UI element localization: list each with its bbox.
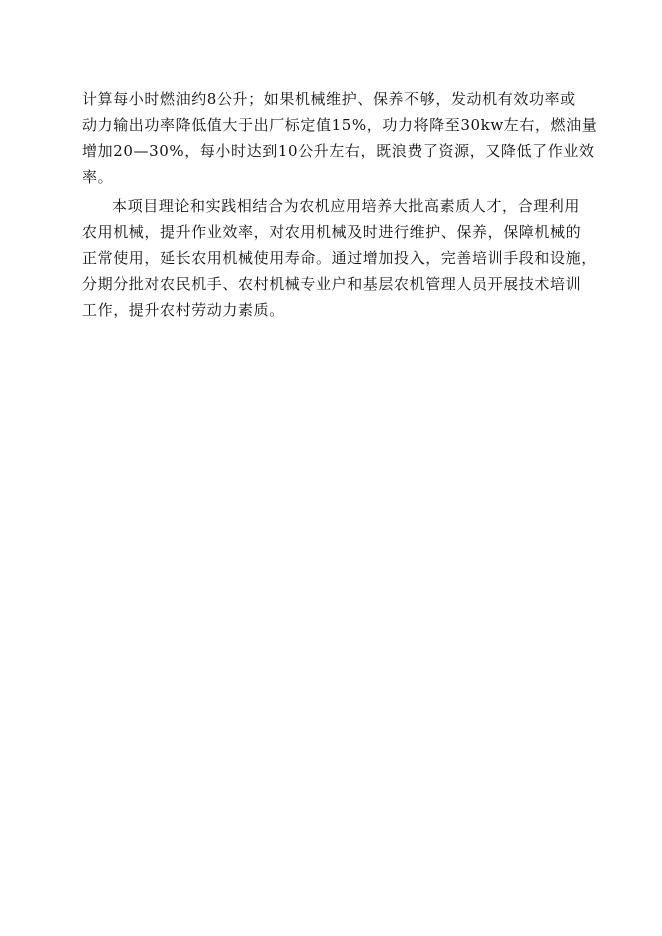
paragraph-line: 增加20—30%，每小时达到10公升左右，既浪费了资源，又降低了作业效 (82, 142, 595, 160)
paragraph-line: 计算每小时燃油约8公升；如果机械维护、保养不够，发动机有效功率或 (82, 90, 576, 108)
paragraph-line: 分期分批对农民机手、农村机械专业户和基层农机管理人员开展技术培训 (82, 275, 582, 293)
document-body (82, 86, 598, 323)
paragraph-fuel-consumption (82, 86, 598, 190)
paragraph-line: 本项目理论和实践相结合为农机应用培养大批高素质人才，合理利用 (112, 197, 581, 215)
paragraph-line: 农用机械，提升作业效率，对农用机械及时进行维护、保养，保障机械的 (82, 223, 582, 241)
paragraph-line: 正常使用，延长农用机械使用寿命。通过增加投入，完善培训手段和设施， (82, 249, 597, 267)
paragraph-line: 率。 (82, 168, 114, 186)
paragraph-line: 工作，提升农村劳动力素质。 (82, 301, 285, 319)
paragraph-line: 动力输出功率降低值大于出厂标定值15%，功力将降至30kw左右，燃油量 (82, 116, 598, 134)
paragraph-project-goals (82, 193, 597, 323)
